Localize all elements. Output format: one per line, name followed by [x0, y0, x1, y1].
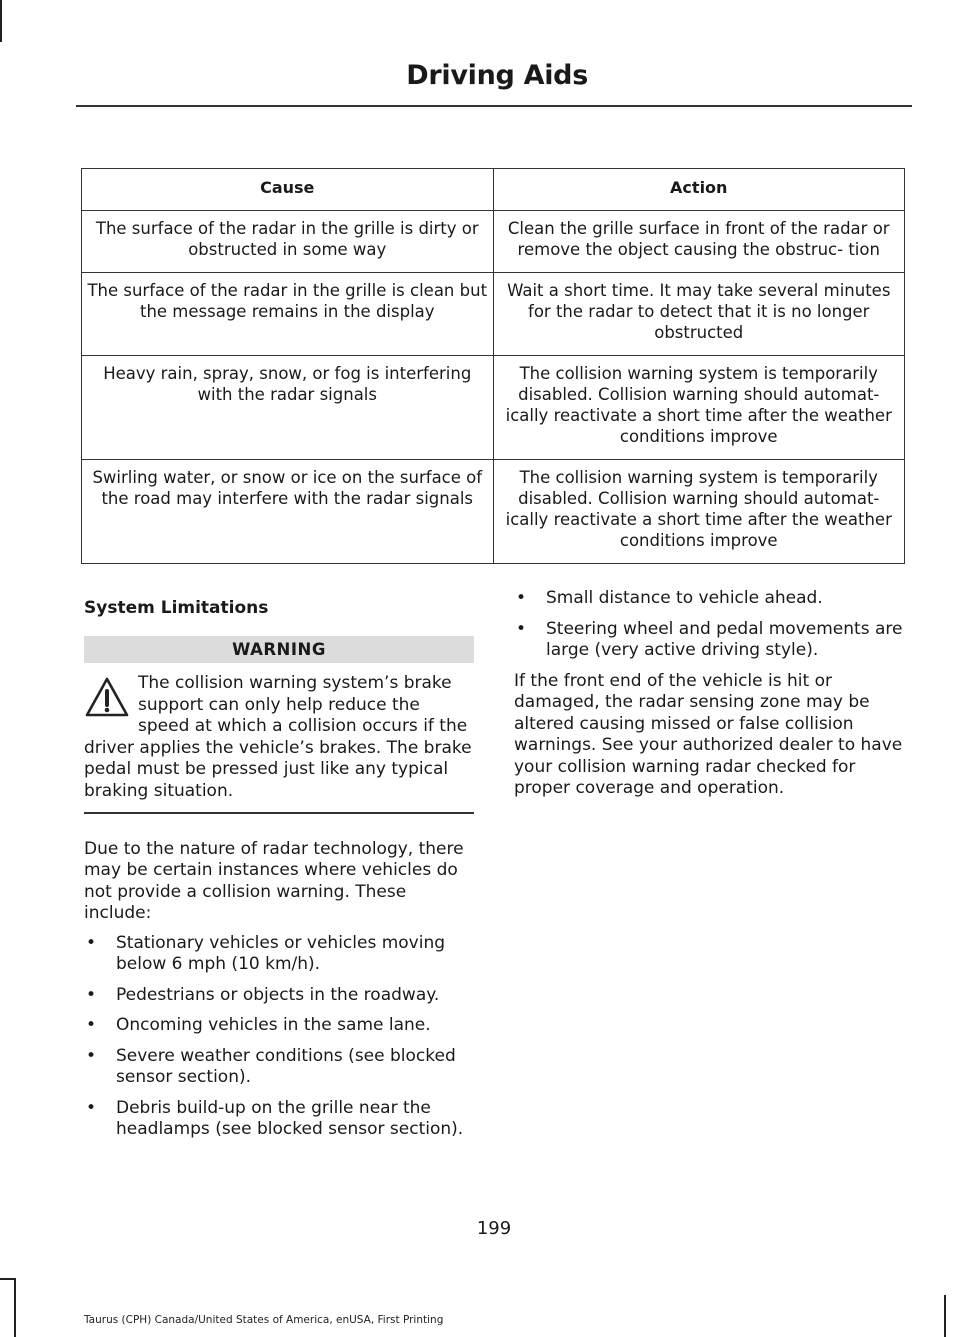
warning-divider: [84, 812, 474, 814]
list-item: [514, 619, 910, 662]
column-header-action: Action: [493, 169, 905, 211]
limitations-list: [84, 933, 474, 1141]
table-row: [82, 273, 905, 356]
page-number: 199: [476, 1218, 512, 1239]
list-item-text: Stationary vehicles or vehicles moving below 6 mph (10 km/h).: [116, 932, 446, 974]
warning-body: [84, 663, 474, 802]
cause-cell: Swirling water, or snow or ice on the surface of the road may interfere with the radar signals: [82, 460, 494, 564]
warning-triangle-icon: [84, 675, 130, 721]
list-item: [84, 1098, 474, 1141]
cause-cell: The surface of the radar in the grille is dirty or obstructed in some way: [82, 211, 494, 273]
cause-cell: Heavy rain, spray, snow, or fog is interfering with the radar signals: [82, 356, 494, 460]
table-row: [82, 460, 905, 564]
bullet: •: [86, 1045, 97, 1066]
list-item-text: Debris build-up on the grille near the headlamps (see blocked sensor section).: [116, 1097, 464, 1139]
list-item: [84, 933, 474, 976]
list-item: [84, 1046, 474, 1089]
list-item-text: Oncoming vehicles in the same lane.: [116, 1015, 431, 1035]
bullet: •: [516, 618, 527, 639]
left-column: [84, 598, 474, 1150]
column-header-cause: Cause: [82, 169, 494, 211]
list-item: [84, 1015, 474, 1037]
cause-cell: The surface of the radar in the grille is clean but the message remains in the display: [82, 273, 494, 356]
action-cell: Clean the grille surface in front of the radar or remove the object causing the obstruc- tion: [493, 211, 905, 273]
closing-paragraph: If the front end of the vehicle is hit or damaged, the radar sensing zone may be altered causing missed or false collision warnings. See your authorized dealer to have your collision warning radar checked for proper coverage and operation.: [514, 670, 903, 798]
table-row: [82, 211, 905, 273]
crop-mark: [14, 1278, 16, 1337]
intro-paragraph: Due to the nature of radar technology, there may be certain instances where vehicles do not provide a collision warning. These include:: [84, 838, 464, 923]
crop-mark: [0, 1278, 14, 1280]
bullet: •: [86, 932, 97, 953]
list-item-text: Pedestrians or objects in the roadway.: [116, 984, 440, 1005]
crop-mark: [0, 0, 2, 42]
list-item-text: Small distance to vehicle ahead.: [546, 588, 823, 608]
limitations-list-continued: [514, 588, 910, 662]
list-item-text: Steering wheel and pedal movements are large (very active driving style).: [546, 618, 903, 660]
table-header-row: [82, 169, 905, 211]
warning-banner: WARNING: [84, 636, 474, 663]
bullet: •: [86, 1097, 97, 1118]
cause-action-table: [81, 168, 905, 564]
warning-text: The collision warning system’s brake support can only help reduce the speed at which a collision occurs if the driver applies the vehicle’s brakes. The brake pedal must be pressed just like any typical braking situation.: [84, 673, 472, 801]
list-item: [84, 985, 474, 1007]
bullet: •: [86, 1015, 97, 1035]
bullet: •: [516, 588, 527, 608]
action-cell: The collision warning system is temporarily disabled. Collision warning should automat- ically reactivate a short time after the weather conditions improve: [493, 460, 905, 564]
section-heading: System Limitations: [84, 598, 269, 618]
footer-text: Taurus (CPH) Canada/United States of America, enUSA, First Printing: [84, 1314, 444, 1326]
action-cell: The collision warning system is temporarily disabled. Collision warning should automat- ically reactivate a short time after the weather conditions improve: [493, 356, 905, 460]
right-column: [514, 588, 910, 808]
list-item: [514, 588, 910, 610]
page-title: Driving Aids: [406, 60, 588, 91]
list-item-text: Severe weather conditions (see blocked sensor section).: [116, 1045, 456, 1087]
action-cell: Wait a short time. It may take several minutes for the radar to detect that it is no longer obstructed: [493, 273, 905, 356]
table-row: [82, 356, 905, 460]
bullet: •: [86, 984, 97, 1005]
crop-mark: [944, 1295, 946, 1337]
header-divider: [76, 105, 912, 107]
